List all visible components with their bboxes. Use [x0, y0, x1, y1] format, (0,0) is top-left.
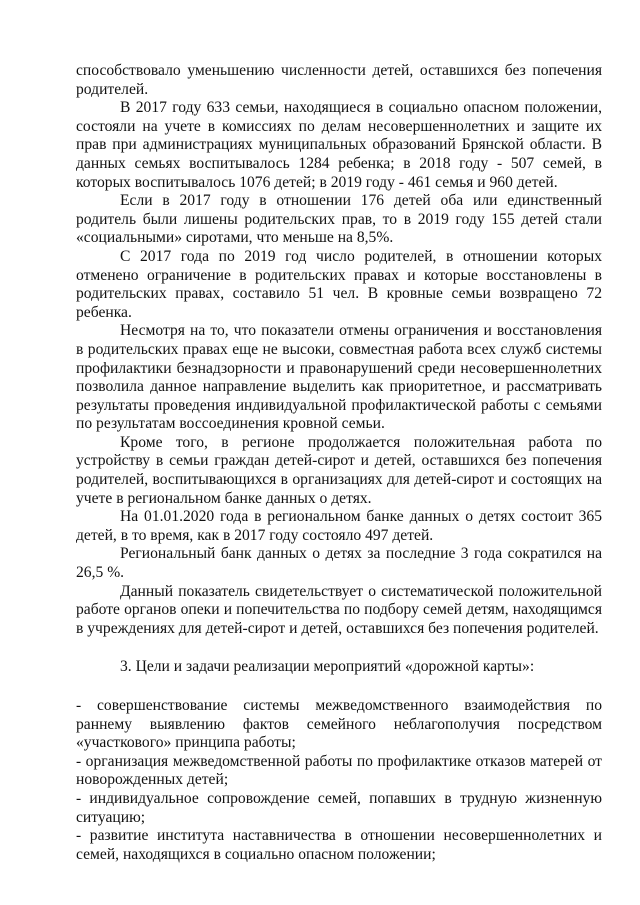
list-item: - совершенствование системы межведомственного взаимодействия по раннему выявлению фактов семейного неблагополучия посредством «участкового» принципа работы; — [76, 697, 602, 752]
list-spacer — [76, 677, 602, 697]
list-item: - организация межведомственной работы по профилактике отказов матерей от новорожденных детей; — [76, 752, 602, 789]
section-heading: 3. Цели и задачи реализации мероприятий «дорожной карты»: — [120, 658, 535, 676]
paragraph-restoration: С 2017 года по 2019 год число родителей, в отношении которых отменено ограничение в родительских правах и которые восстановлены в родительских правах, составило 51 чел. В кровные семьи возвращено 72 ребенка. — [76, 247, 602, 321]
paragraph-indicator: Данный показатель свидетельствует о систематической положительной работе органов опеки и попечительства по подбору семей детям, находящимся в учреждениях для детей-сирот и детей, оставшихся без попечения родителей. — [76, 582, 602, 637]
section-spacer — [76, 638, 602, 658]
document-page — [76, 62, 602, 864]
paragraph-placement: Кроме того, в регионе продолжается положительная работа по устройству в семьи граждан детей-сирот и детей, оставшихся без попечения родителей, воспитывающихся в организациях для детей-сирот и состоящих на учете в региональном банке данных о детях. — [76, 433, 602, 507]
paragraph-joint-work: Несмотря на то, что показатели отмены ограничения и восстановления в родительских правах еще не высоки, совместная работа всех служб системы профилактики безнадзорности и правонарушений среди несовершеннолетних позволила данное направление выделить как приоритетное, и рассматривать результаты проведения индивидуальной профилактической работы с семьями по результатам воссоединения кровной семьи. — [76, 322, 602, 433]
list-item: - развитие института наставничества в отношении несовершеннолетних и семей, находящихся в социально опасном положении; — [76, 827, 602, 863]
paragraph-data-bank-reduction: Региональный банк данных о детях за последние 3 года сократился на 26,5 %. — [76, 545, 602, 582]
paragraph-families-2017: В 2017 году 633 семьи, находящиеся в социально опасном положении, состояли на учете в комиссиях по делам несовершеннолетних и защите их прав при администрациях муниципальных образований Брянской области. В данных семьях воспитывалось 1284 ребенка; в 2018 году - 507 семей, в которых воспитывалось 1076 детей; в 2019 году - 461 семья и 960 детей. — [76, 99, 602, 191]
list-item: - индивидуальное сопровождение семей, попавших в трудную жизненную ситуацию; — [76, 789, 602, 826]
paragraph-continuation: способствовало уменьшению численности детей, оставшихся без попечения родителей. — [76, 62, 602, 98]
paragraph-parental-rights: Если в 2017 году в отношении 176 детей оба или единственный родитель были лишены родительских прав, то в 2019 году 155 детей стали «социальными» сиротами, что меньше на 8,5%. — [76, 192, 602, 247]
paragraph-data-bank: На 01.01.2020 года в региональном банке данных о детях состоит 365 детей, в то время, как в 2017 году состояло 497 детей. — [76, 508, 602, 544]
